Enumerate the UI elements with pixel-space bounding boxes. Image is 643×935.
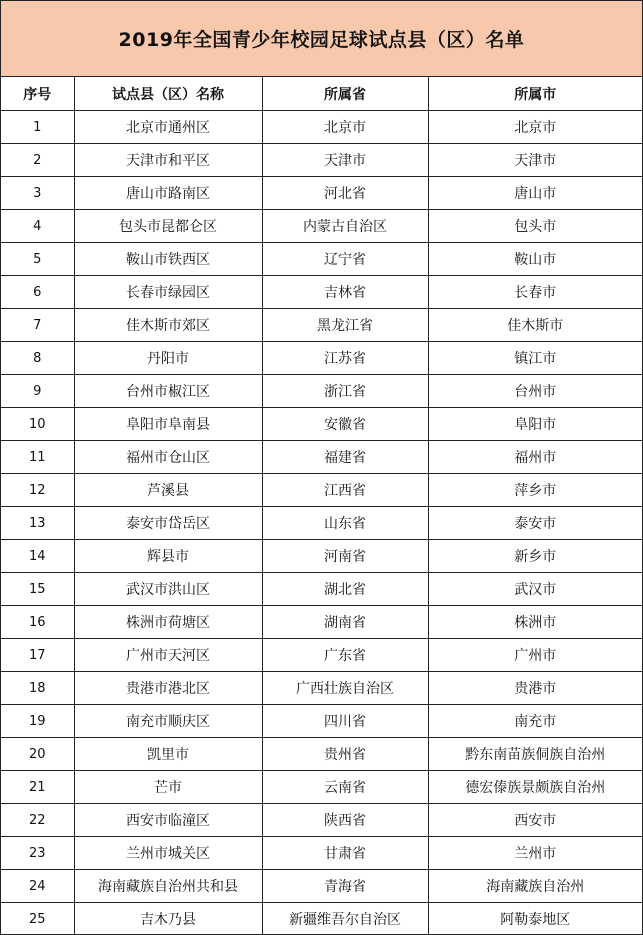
cell-no: 22 xyxy=(1,804,74,837)
table-row xyxy=(1,738,642,771)
cell-province: 青海省 xyxy=(262,870,428,903)
cell-city: 台州市 xyxy=(428,375,642,408)
table-row xyxy=(1,441,642,474)
cell-district-name: 福州市仓山区 xyxy=(74,441,262,474)
cell-province: 浙江省 xyxy=(262,375,428,408)
cell-province: 福建省 xyxy=(262,441,428,474)
cell-district-name: 南充市顺庆区 xyxy=(74,705,262,738)
cell-district-name: 丹阳市 xyxy=(74,342,262,375)
cell-province: 湖北省 xyxy=(262,573,428,606)
cell-no: 7 xyxy=(1,309,74,342)
cell-no: 11 xyxy=(1,441,74,474)
cell-province: 辽宁省 xyxy=(262,243,428,276)
cell-district-name: 唐山市路南区 xyxy=(74,177,262,210)
cell-no: 14 xyxy=(1,540,74,573)
pilot-district-table xyxy=(1,77,642,935)
cell-district-name: 长春市绿园区 xyxy=(74,276,262,309)
cell-district-name: 兰州市城关区 xyxy=(74,837,262,870)
cell-no: 3 xyxy=(1,177,74,210)
cell-city: 泰安市 xyxy=(428,507,642,540)
cell-province: 贵州省 xyxy=(262,738,428,771)
cell-no: 2 xyxy=(1,144,74,177)
cell-no: 23 xyxy=(1,837,74,870)
cell-province: 四川省 xyxy=(262,705,428,738)
cell-city: 福州市 xyxy=(428,441,642,474)
cell-no: 9 xyxy=(1,375,74,408)
cell-city: 唐山市 xyxy=(428,177,642,210)
header-no: 序号 xyxy=(1,77,74,111)
cell-district-name: 西安市临潼区 xyxy=(74,804,262,837)
table-row xyxy=(1,639,642,672)
cell-no: 17 xyxy=(1,639,74,672)
cell-province: 吉林省 xyxy=(262,276,428,309)
table-row xyxy=(1,243,642,276)
cell-city: 武汉市 xyxy=(428,573,642,606)
cell-no: 5 xyxy=(1,243,74,276)
cell-city: 佳木斯市 xyxy=(428,309,642,342)
cell-district-name: 北京市通州区 xyxy=(74,111,262,144)
cell-no: 25 xyxy=(1,903,74,935)
table-row xyxy=(1,507,642,540)
cell-district-name: 包头市昆都仑区 xyxy=(74,210,262,243)
cell-province: 内蒙古自治区 xyxy=(262,210,428,243)
cell-province: 广东省 xyxy=(262,639,428,672)
cell-no: 1 xyxy=(1,111,74,144)
cell-district-name: 贵港市港北区 xyxy=(74,672,262,705)
table-row xyxy=(1,672,642,705)
cell-no: 15 xyxy=(1,573,74,606)
header-name: 试点县（区）名称 xyxy=(74,77,262,111)
cell-no: 20 xyxy=(1,738,74,771)
cell-no: 13 xyxy=(1,507,74,540)
table-row xyxy=(1,309,642,342)
cell-province: 北京市 xyxy=(262,111,428,144)
table-row xyxy=(1,276,642,309)
cell-no: 8 xyxy=(1,342,74,375)
cell-no: 6 xyxy=(1,276,74,309)
cell-province: 江苏省 xyxy=(262,342,428,375)
cell-city: 株洲市 xyxy=(428,606,642,639)
cell-province: 云南省 xyxy=(262,771,428,804)
cell-city: 镇江市 xyxy=(428,342,642,375)
cell-city: 萍乡市 xyxy=(428,474,642,507)
table-row xyxy=(1,111,642,144)
cell-district-name: 吉木乃县 xyxy=(74,903,262,935)
table-row xyxy=(1,375,642,408)
cell-no: 4 xyxy=(1,210,74,243)
cell-city: 天津市 xyxy=(428,144,642,177)
cell-district-name: 佳木斯市郊区 xyxy=(74,309,262,342)
cell-city: 兰州市 xyxy=(428,837,642,870)
table-row xyxy=(1,573,642,606)
table-row xyxy=(1,342,642,375)
cell-city: 德宏傣族景颇族自治州 xyxy=(428,771,642,804)
table-row xyxy=(1,903,642,935)
cell-province: 黑龙江省 xyxy=(262,309,428,342)
cell-city: 海南藏族自治州 xyxy=(428,870,642,903)
cell-district-name: 辉县市 xyxy=(74,540,262,573)
cell-province: 山东省 xyxy=(262,507,428,540)
document-title: 2019年全国青少年校园足球试点县（区）名单 xyxy=(1,1,642,77)
cell-city: 广州市 xyxy=(428,639,642,672)
cell-province: 河南省 xyxy=(262,540,428,573)
cell-province: 河北省 xyxy=(262,177,428,210)
cell-city: 西安市 xyxy=(428,804,642,837)
cell-no: 19 xyxy=(1,705,74,738)
table-row xyxy=(1,606,642,639)
cell-district-name: 广州市天河区 xyxy=(74,639,262,672)
cell-city: 包头市 xyxy=(428,210,642,243)
cell-district-name: 天津市和平区 xyxy=(74,144,262,177)
cell-district-name: 阜阳市阜南县 xyxy=(74,408,262,441)
table-row xyxy=(1,804,642,837)
cell-province: 湖南省 xyxy=(262,606,428,639)
table-row xyxy=(1,408,642,441)
table-row xyxy=(1,771,642,804)
cell-district-name: 株洲市荷塘区 xyxy=(74,606,262,639)
cell-no: 10 xyxy=(1,408,74,441)
cell-province: 天津市 xyxy=(262,144,428,177)
cell-province: 江西省 xyxy=(262,474,428,507)
cell-province: 新疆维吾尔自治区 xyxy=(262,903,428,935)
cell-no: 16 xyxy=(1,606,74,639)
table-row xyxy=(1,837,642,870)
cell-city: 鞍山市 xyxy=(428,243,642,276)
cell-city: 阜阳市 xyxy=(428,408,642,441)
cell-city: 贵港市 xyxy=(428,672,642,705)
cell-province: 甘肃省 xyxy=(262,837,428,870)
cell-province: 陕西省 xyxy=(262,804,428,837)
table-row xyxy=(1,210,642,243)
header-province: 所属省 xyxy=(262,77,428,111)
table-row xyxy=(1,705,642,738)
cell-province: 广西壮族自治区 xyxy=(262,672,428,705)
cell-city: 北京市 xyxy=(428,111,642,144)
cell-city: 长春市 xyxy=(428,276,642,309)
cell-district-name: 芒市 xyxy=(74,771,262,804)
table-row xyxy=(1,144,642,177)
table-body xyxy=(1,111,642,935)
cell-district-name: 台州市椒江区 xyxy=(74,375,262,408)
cell-district-name: 武汉市洪山区 xyxy=(74,573,262,606)
cell-city: 新乡市 xyxy=(428,540,642,573)
cell-city: 黔东南苗族侗族自治州 xyxy=(428,738,642,771)
cell-city: 南充市 xyxy=(428,705,642,738)
cell-district-name: 鞍山市铁西区 xyxy=(74,243,262,276)
cell-district-name: 海南藏族自治州共和县 xyxy=(74,870,262,903)
table-row xyxy=(1,474,642,507)
cell-district-name: 泰安市岱岳区 xyxy=(74,507,262,540)
cell-district-name: 芦溪县 xyxy=(74,474,262,507)
table-row xyxy=(1,870,642,903)
table-row xyxy=(1,177,642,210)
table-header-row xyxy=(1,77,642,111)
header-city: 所属市 xyxy=(428,77,642,111)
cell-province: 安徽省 xyxy=(262,408,428,441)
cell-no: 24 xyxy=(1,870,74,903)
cell-city: 阿勒泰地区 xyxy=(500,912,571,928)
table-row xyxy=(1,540,642,573)
cell-no: 12 xyxy=(1,474,74,507)
cell-no: 18 xyxy=(1,672,74,705)
cell-district-name: 凯里市 xyxy=(74,738,262,771)
cell-no: 21 xyxy=(1,771,74,804)
